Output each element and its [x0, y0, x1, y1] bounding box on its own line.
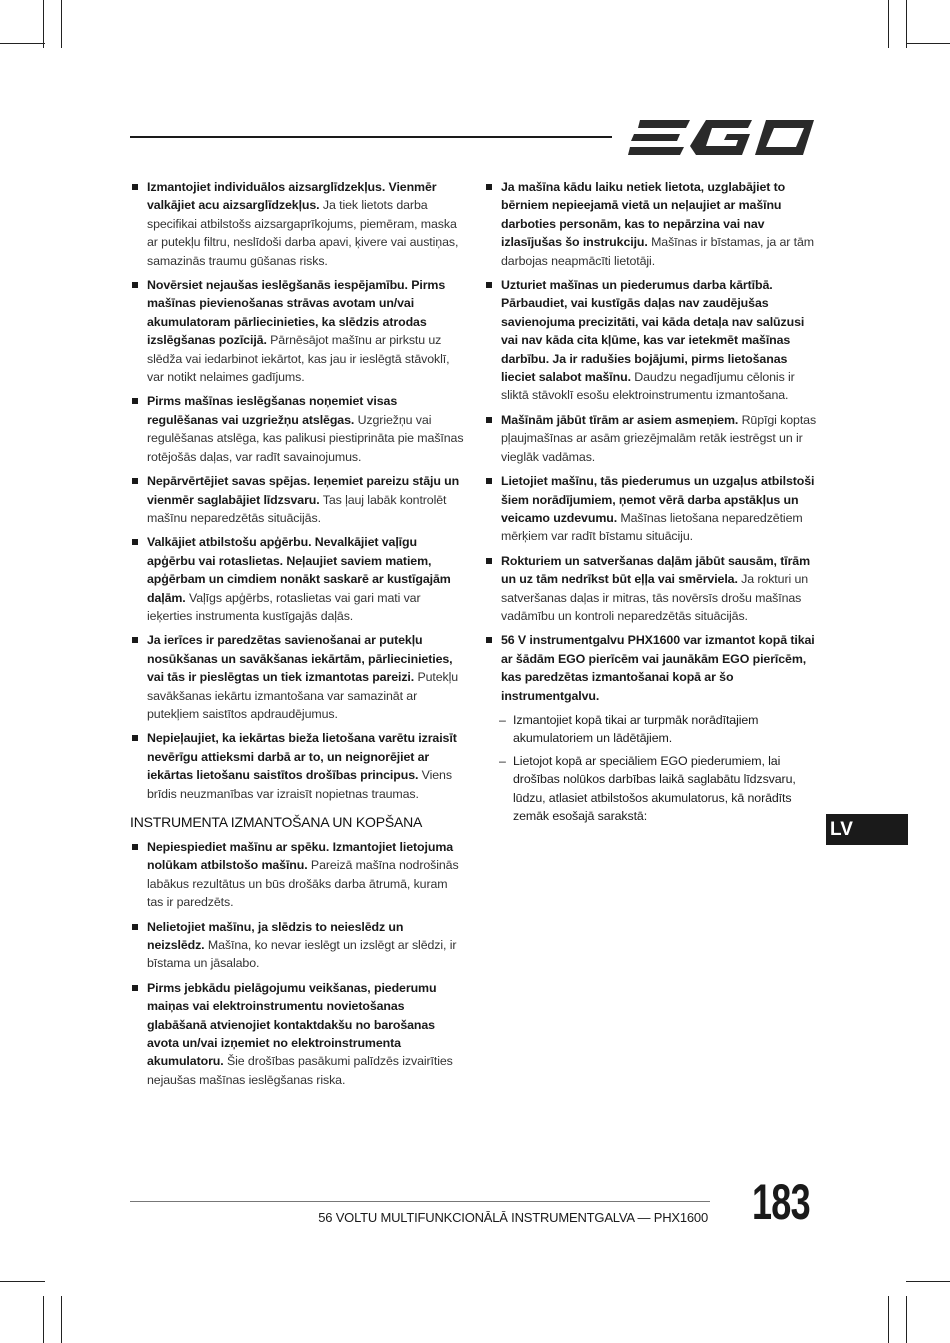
bullet-square-icon	[132, 735, 138, 741]
sub-list-item-text: Izmantojiet kopā tikai ar turpmāk norādītajiem akumulatoriem un lādētājiem.	[513, 712, 759, 746]
crop-mark	[906, 0, 907, 48]
bullet-item-text: Rūpīgi koptas pļaujmašīnas ar asām griezējmalām retāk iestrēgst un ir vieglāk vadāmas.	[501, 412, 817, 464]
bullet-item	[484, 411, 818, 466]
bullet-square-icon	[132, 637, 138, 643]
bullet-square-icon	[132, 184, 138, 190]
bullet-item-bold: Mašīnām jābūt tīrām ar asiem asmeņiem.	[501, 412, 739, 427]
bullet-item	[130, 533, 464, 625]
bullet-item-bold: Nepārvērtējiet savas spējas. Ieņemiet pareizu stāju un vienmēr saglabājiet līdzsvaru.	[147, 474, 460, 507]
sub-list-item	[484, 752, 818, 826]
bullet-item-text: Pārnēsājot mašīnu ar pirkstu uz slēdža vai iedarbinot iekārtot, kas jau ir ieslēgtā stāvoklī, var notikt nelaimes gadījums.	[147, 333, 450, 385]
page-number: 183	[752, 1174, 810, 1230]
bullet-square-icon	[132, 398, 138, 404]
bullet-item	[130, 979, 464, 1089]
bullet-item-text: Šie drošības pasākumi palīdzēs izvairīties nejaušas mašīnas ieslēgšanas riska.	[147, 1054, 453, 1087]
bullet-square-icon	[486, 558, 492, 564]
bullet-item	[130, 472, 464, 527]
bullet-item-bold: Nepieļaujiet, ka iekārtas bieža lietošana varētu izraisīt nevērīgu attieksmi darbā ar to, un neignorējiet ar iekārtas lietošanu saistītos drošības principus.	[147, 731, 457, 783]
bullet-item	[130, 276, 464, 386]
bullet-item-bold: Rokturiem un satveršanas daļām jābūt sausām, tīrām un uz tām nedrīkst būt eļļa vai smērviela.	[501, 553, 811, 587]
crop-mark	[888, 0, 889, 48]
bullet-square-icon	[486, 184, 492, 190]
bullet-square-icon	[132, 924, 138, 930]
section-heading: INSTRUMENTA IZMANTOŠANA UN KOPŠANA	[130, 814, 423, 830]
bullet-square-icon	[132, 282, 138, 288]
bullet-item-bold: Ja ierīces ir paredzētas savienošanai ar putekļu nosūkšanas un savākšanas iekārtām, pārliecinieties, vai tās ir pieslēgtas un tiek izmantotas pareizi.	[147, 633, 453, 685]
crop-mark	[0, 43, 45, 44]
bullet-item-bold: Izmantojiet individuālos aizsarglīdzekļus. Vienmēr valkājiet acu aizsarglīdzekļus.	[147, 180, 437, 213]
crop-mark	[906, 1281, 950, 1282]
right-column	[484, 178, 818, 829]
bullet-item-text: Mašīnas ir bīstamas, ja ar tām darbojas neapmācīti lietotāji.	[501, 235, 815, 268]
dash-icon: –	[499, 712, 506, 727]
crop-mark	[61, 1296, 62, 1343]
footer-rule	[130, 1201, 710, 1202]
ego-logo	[628, 116, 814, 160]
bullet-item-text: Mašīna, ko nevar ieslēgt un izslēgt ar slēdzi, ir bīstama un jāsalabo.	[147, 938, 457, 971]
bullet-item-bold: Lietojiet mašīnu, tās piederumus un uzgaļus atbilstoši šiem norādījumiem, ņemot vērā darba apstākļus un veicamo uzdevumu.	[501, 474, 815, 525]
bullet-item-bold: 56 V instrumentgalvu PHX1600 var izmantot kopā tikai ar šādām EGO pierīcēm vai jaunākām EGO pierīcēm, kas paredzētas izmantošanai kopā ar šo instrumentgalvu.	[501, 633, 815, 703]
left-column	[130, 178, 464, 1095]
bullet-item	[484, 552, 818, 626]
bullet-item-bold: Nelietojiet mašīnu, ja slēdzis to neieslēdz un neizslēdz.	[147, 919, 404, 953]
crop-mark	[906, 43, 950, 44]
bullet-square-icon	[486, 282, 492, 288]
bullet-item-bold: Novērsiet nejaušas ieslēgšanās iespējamību. Pirms mašīnas pievienošanas strāvas avotam un/vai akumulatoram pārliecinieties, ka slēdzis atrodas izslēgšanas pozīcijā.	[147, 278, 446, 348]
bullet-item-text: Mašīnas lietošana neparedzētiem mērķiem var radīt bīstamu situāciju.	[501, 510, 803, 544]
bullet-item	[130, 392, 464, 466]
bullet-item	[484, 631, 818, 705]
bullet-item-bold: Uzturiet mašīnas un piederumus darba kārtībā. Pārbaudiet, vai kustīgās daļas nav zaudējušas savienojuma precizitāti, vai kāda detaļa nav salūzusi vai nav kāda cita kļūme, kas var ietekmēt mašīnas darbību. Ja ir radušies bojājumi, pirms lietošanas lieciet salabot mašīnu.	[501, 278, 805, 385]
bullet-square-icon	[486, 637, 492, 643]
bullet-item-bold: Pirms jebkādu pielāgojumu veikšanas, piederumu maiņas vai elektroinstrumentu novietošanas glabāšanā atvienojiet kontaktdakšu no barošanas avota un/vai izņemiet no elektroinstrumenta akumulatoru.	[147, 980, 437, 1069]
crop-mark	[0, 1281, 45, 1282]
header-rule	[130, 136, 612, 138]
bullet-item	[130, 729, 464, 803]
bullet-item-bold: Nepiespiediet mašīnu ar spēku. Izmantojiet lietojuma nolūkam atbilstošo mašīnu.	[147, 840, 454, 873]
language-tab: LV	[826, 814, 908, 845]
crop-mark	[43, 1296, 44, 1343]
dash-icon: –	[499, 753, 506, 768]
bullet-item-bold: Valkājiet atbilstošu apģērbu. Nevalkājiet vaļīgu apģērbu vai rotaslietas. Neļaujiet saviem matiem, apģērbam un cimdiem nonākt saskarē ar kustīgajām daļām.	[147, 535, 451, 605]
bullet-item-text: Viens brīdis neuzmanības var izraisīt nopietnas traumas.	[147, 768, 452, 801]
crop-mark	[888, 1296, 889, 1343]
bullet-item	[130, 178, 464, 270]
crop-mark	[906, 1296, 907, 1343]
bullet-item-text: Ja rokturi un satveršanas daļas ir mitras, tās novērsīs drošu mašīnas vadāmību un kontroli neparedzētās situācijās.	[501, 572, 809, 623]
bullet-item-bold: Pirms mašīnas ieslēgšanas noņemiet visas regulēšanas vai uzgriežņu atslēgas.	[147, 394, 398, 427]
bullet-square-icon	[132, 844, 138, 850]
bullet-item	[484, 276, 818, 405]
bullet-item	[130, 838, 464, 912]
bullet-item	[130, 918, 464, 973]
bullet-item-text: Putekļu savākšanas iekārtu izmantošana var samazināt ar putekļiem saistītos apdraudējumus.	[147, 670, 459, 721]
bullet-item-text: Pareizā mašīna nodrošinās labākus rezultātus un būs drošāks darba ātrumā, kuram tas ir paredzēts.	[147, 858, 459, 910]
sub-list-item-text: Lietojot kopā ar speciāliem EGO piederumiem, lai drošības nolūkos darbības laikā saglabātu līdzsvaru, lūdzu, atlasiet atbilstošos akumulatorus, kā norādīts zemāk esošajā sarakstā:	[513, 753, 796, 823]
bullet-item-text: Ja tiek lietots darba specifikai atbilstošs aizsargaprīkojums, piemēram, maska ar putekļu filtru, neslīdoši darba apavi, ķivere vai austiņas, samazinās traumu gūšanas risks.	[147, 198, 459, 268]
bullet-item	[484, 472, 818, 546]
bullet-item-text: Vaļīgs apģērbs, rotaslietas vai gari mati var ieķerties instrumenta kustīgajās daļās.	[147, 590, 421, 623]
bullet-square-icon	[486, 478, 492, 484]
bullet-item-text: Uzgriežņu vai regulēšanas atslēga, kas palikusi piestiprināta pie mašīnas rotējošās daļas, var radīt savainojumus.	[147, 412, 464, 464]
crop-mark	[43, 0, 44, 48]
sub-list-item	[484, 711, 818, 748]
bullet-square-icon	[132, 478, 138, 484]
bullet-item-bold: Ja mašīna kādu laiku netiek lietota, uzglabājiet to bērniem nepieejamā vietā un neļaujiet ar mašīnu darboties personām, kas to nepārzina vai nav izlasījušas šo instrukciju.	[501, 180, 786, 250]
bullet-item	[130, 631, 464, 723]
bullet-square-icon	[486, 417, 492, 423]
bullet-square-icon	[132, 539, 138, 545]
bullet-item	[484, 178, 818, 270]
bullet-item-text: Tas ļauj labāk kontrolēt mašīnu neparedzētās situācijās.	[147, 492, 447, 525]
footer-title: 56 VOLTU MULTIFUNKCIONĀLĀ INSTRUMENTGALVA — PHX1600	[318, 1210, 708, 1225]
bullet-square-icon	[132, 985, 138, 991]
bullet-item-text: Daudzu negadījumu cēlonis ir sliktā stāvoklī esošu elektroinstrumentu izmantošana.	[501, 370, 795, 403]
crop-mark	[61, 0, 62, 48]
